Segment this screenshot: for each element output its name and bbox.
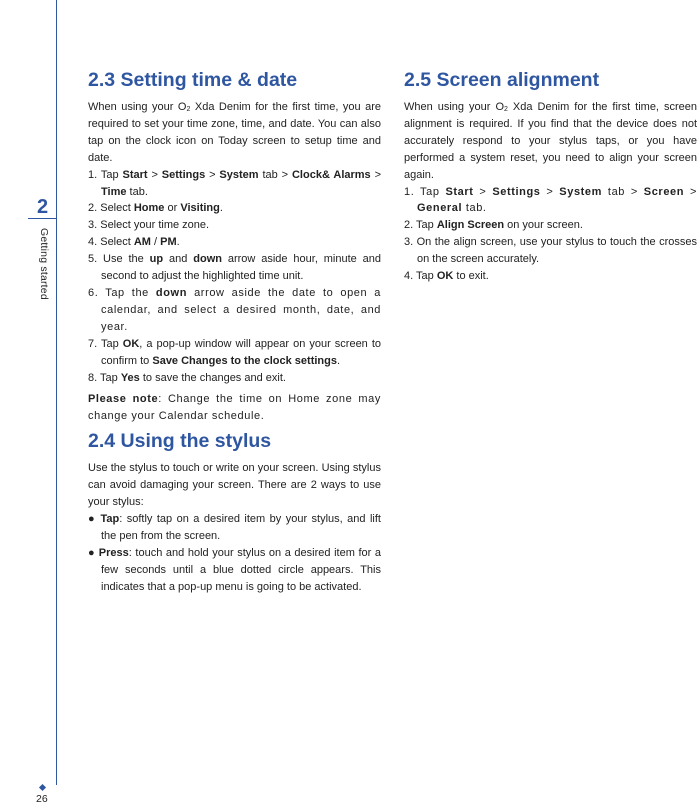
- page-diamond-icon: [39, 784, 46, 791]
- time-date-step-3: 3. Select your time zone.: [88, 219, 210, 232]
- time-date-step-1: 1. Tap Start > Settings > System tab > Clock& Alarms > Time tab.: [88, 168, 381, 198]
- section-title-stylus: 2.4 Using the stylus: [88, 430, 272, 453]
- stylus-tap-item: ● Tap: softly tap on a desired item by your stylus, and lift the pen from the screen.: [88, 512, 381, 542]
- screen-alignment-step-4: 4. Tap OK to exit.: [404, 270, 489, 283]
- stylus-intro: Use the stylus to touch or write on your screen. Using stylus can avoid damaging your screen. There are 2 ways to use your stylus:: [88, 462, 381, 509]
- screen-alignment-step-3: 3. On the align screen, use your stylus to touch the crosses on the screen accurately.: [404, 236, 697, 266]
- screen-alignment-steps: [404, 184, 697, 285]
- stylus-methods: [88, 511, 381, 596]
- time-date-intro: When using your $O_2$ Xda Denim for the first time, you are required to set your time zone, time, and date. You can also tap on the clock icon on Today screen to setup time and date.: [88, 101, 381, 164]
- section-title-screen-alignment: 2.5 Screen alignment: [404, 69, 600, 91]
- stylus-press-item: ● Press: touch and hold your stylus on a desired item for a few seconds until a blue dotted circle appears. This indicates that a pop-up menu is going to be activated.: [88, 546, 381, 593]
- page-number: 26: [36, 793, 48, 805]
- time-date-step-8: 8. Tap Yes to save the changes and exit.: [88, 371, 286, 384]
- bullet-icon: ●: [88, 512, 97, 525]
- screen-alignment-intro: When using your $O_2$ Xda Denim for the first time, screen alignment is required. If you find that the device does not accurately respond to your stylus taps, or you have performed a system reset, you need to align your screen again.: [404, 101, 697, 181]
- time-date-step-4: 4. Select AM / PM.: [88, 236, 180, 249]
- chapter-label: Getting started: [38, 228, 50, 300]
- time-date-step-7: 7. Tap OK, a pop-up window will appear on your screen to confirm to Save Changes to the clock settings.: [88, 337, 382, 367]
- bullet-icon: ●: [88, 546, 96, 559]
- margin-rule: [56, 0, 57, 785]
- time-date-steps: [88, 167, 381, 387]
- time-date-step-5: 5. Use the up and down arrow aside hour, minute and second to adjust the highlighted time unit.: [88, 253, 382, 283]
- left-column: [88, 68, 381, 595]
- time-date-step-2: 2. Select Home or Visiting.: [88, 202, 223, 215]
- right-column: [404, 68, 697, 285]
- chapter-number: 2: [37, 196, 49, 218]
- section-title-time-date: 2.3 Setting time & date: [88, 69, 298, 91]
- screen-alignment-step-1: 1. Tap Start > Settings > System tab > Screen > General tab.: [404, 185, 697, 215]
- time-date-note: Please note: Change the time on Home zone may change your Calendar schedule.: [88, 393, 381, 423]
- screen-alignment-step-2: 2. Tap Align Screen on your screen.: [404, 219, 583, 232]
- chapter-tab-rule: [28, 218, 56, 219]
- time-date-step-6: 6. Tap the down arrow aside the date to open a calendar, and select a desired month, date, and year.: [88, 286, 381, 333]
